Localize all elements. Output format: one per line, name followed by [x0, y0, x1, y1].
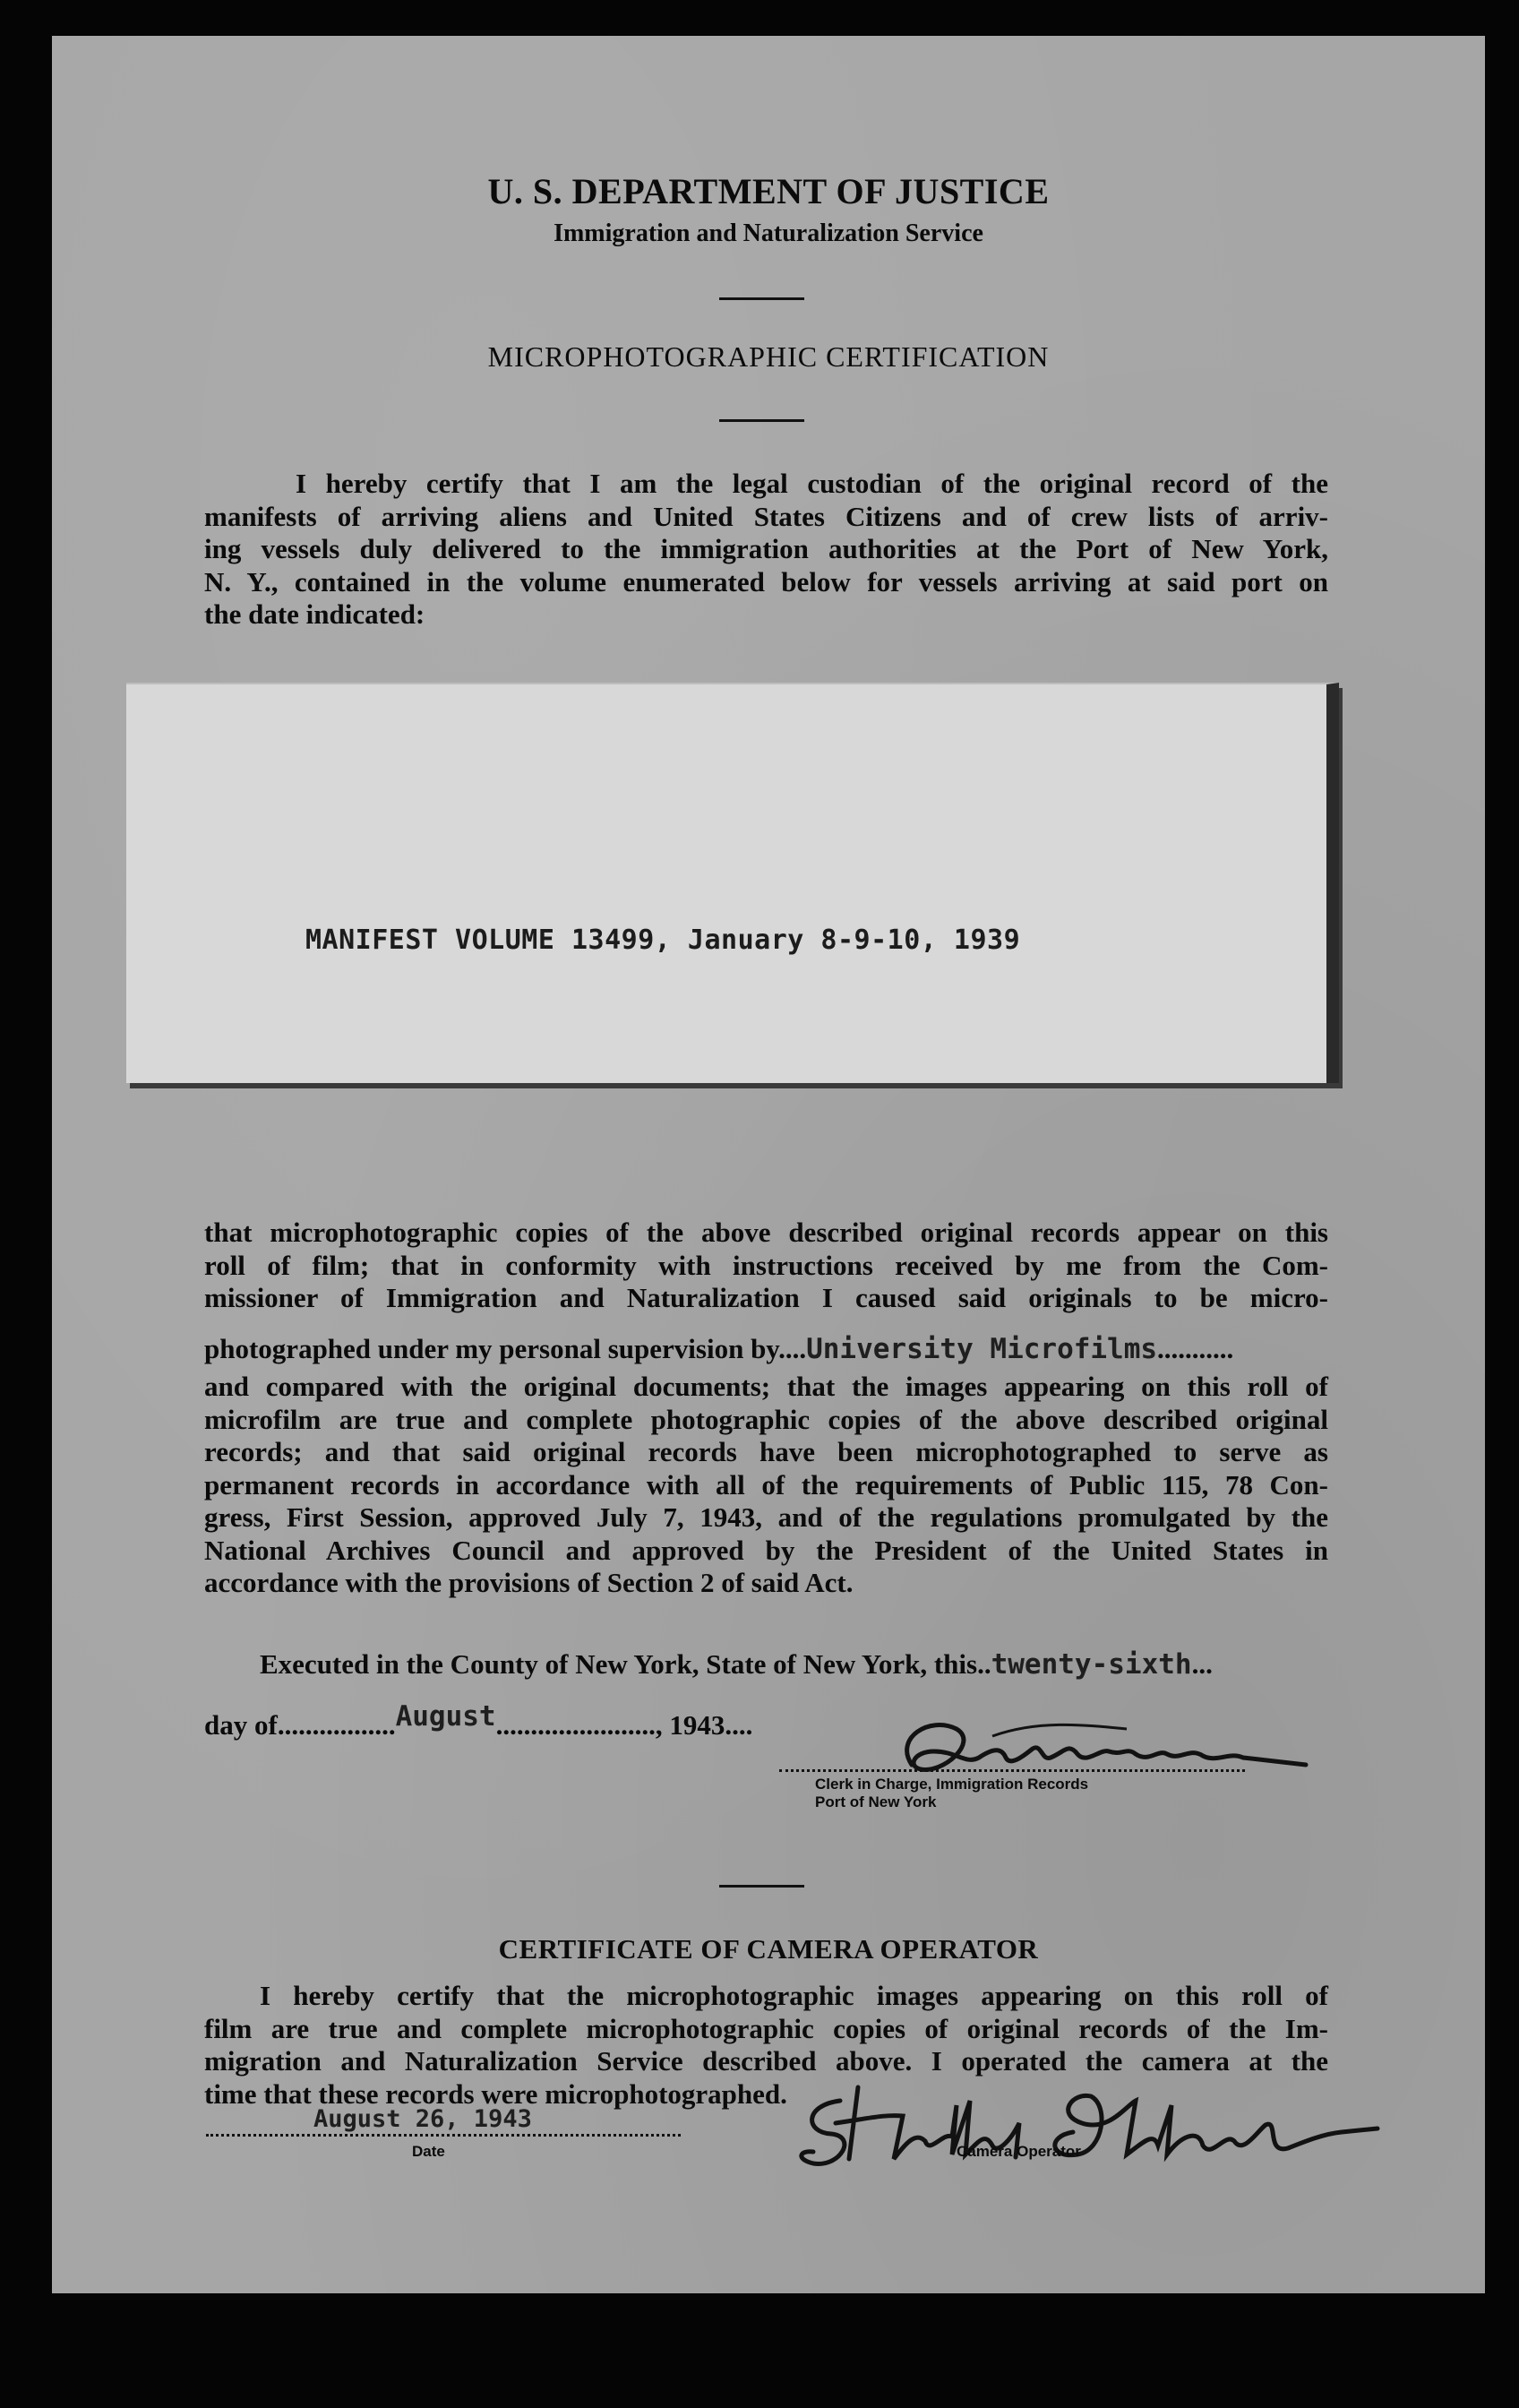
divider — [719, 1885, 804, 1888]
photographed-by-prefix: photographed under my personal supervision by.... — [204, 1333, 807, 1364]
day-of-line — [204, 1700, 753, 1742]
camera-certificate-heading: CERTIFICATE OF CAMERA OPERATOR — [498, 1933, 1039, 1965]
text-line: film are true and complete microphotographic copies of original records of the Im- — [204, 2012, 1328, 2044]
text-line: I hereby certify that the microphotographic images appearing on this roll of — [260, 1980, 1328, 2011]
body-paragraph — [204, 1217, 1328, 1315]
text-line: missioner of Immigration and Naturalization I caused said originals to be micro- — [204, 1282, 1328, 1313]
text-line: that microphotographic copies of the above described original records appear on this — [204, 1217, 1328, 1248]
certification-title: MICROPHOTOGRAPHIC CERTIFICATION — [487, 340, 1050, 373]
executed-line — [260, 1648, 1213, 1681]
manifest-volume-text: MANIFEST VOLUME 13499, January 8-9-10, 1939 — [305, 924, 1021, 956]
clerk-signature-line — [779, 1769, 1245, 1772]
executed-day-value: twenty-sixth — [991, 1648, 1192, 1681]
text-line: accordance with the provisions of Section 2 of said Act. — [204, 1567, 854, 1598]
text-line: gress, First Session, approved July 7, 1943, and of the regulations promulgated by the — [204, 1501, 1328, 1533]
text-line: permanent records in accordance with all of the requirements of Public 115, 78 Con- — [204, 1468, 1328, 1501]
text-line: manifests of arriving aliens and United States Citizens and of crew lists of arriv- — [204, 500, 1328, 532]
text-line: time that these records were microphotographed. — [204, 2077, 787, 2110]
text-line: the date indicated: — [204, 598, 425, 630]
executed-month-value: August — [395, 1700, 496, 1733]
dot-leader: ........... — [1157, 1333, 1234, 1364]
day-of-label: day of — [204, 1709, 278, 1741]
dot-leader: ....................... — [495, 1709, 656, 1741]
text-line: ing vessels duly delivered to the immigration authorities at the Port of New York, — [204, 533, 1328, 564]
text-line: roll of film; that in conformity with instructions received by me from the Com- — [204, 1249, 1328, 1281]
text-line: I hereby certify that I am the legal custodian of the original record of the — [296, 468, 1328, 499]
camera-date-value: August 26, 1943 — [313, 2105, 532, 2133]
clerk-title-line: Clerk in Charge, Immigration Records — [815, 1776, 1089, 1793]
text-line: records; and that said original records have been microphotographed to serve as — [204, 1436, 1328, 1467]
clerk-title-line: Port of New York — [815, 1793, 937, 1810]
text-line: microfilm are true and complete photographic copies of the above described original — [204, 1403, 1328, 1435]
manifest-slip — [126, 683, 1339, 1083]
text-line: N. Y., contained in the volume enumerated below for vessels arriving at said port on — [204, 565, 1328, 598]
dot-leader: ... — [1191, 1648, 1213, 1680]
camera-operator-signature — [751, 2069, 1395, 2186]
department-heading: U. S. DEPARTMENT OF JUSTICE — [487, 171, 1050, 211]
camera-operator-label: Camera Operator — [957, 2143, 1081, 2160]
text-line: migration and Naturalization Service described above. I operated the camera at the — [204, 2045, 1328, 2077]
text-line: and compared with the original documents; that the images appearing on this roll of — [204, 1371, 1328, 1402]
executed-prefix: Executed in the County of New York, State of New York, this.. — [260, 1648, 991, 1680]
date-label: Date — [412, 2143, 445, 2160]
body-paragraph-continued — [204, 1371, 1328, 1600]
divider — [719, 419, 804, 422]
clerk-title — [815, 1776, 1088, 1811]
date-line — [206, 2134, 681, 2137]
divider — [719, 297, 804, 300]
service-subheading: Immigration and Naturalization Service — [554, 219, 983, 247]
photographed-by-line — [204, 1333, 1233, 1365]
text-line: National Archives Council and approved by the President of the United States in — [204, 1534, 1328, 1566]
executed-year: , 1943.... — [655, 1709, 753, 1741]
intro-paragraph — [204, 468, 1328, 632]
certificate-sheet — [52, 36, 1485, 2293]
microfilm-company-value: University Microfilms — [806, 1333, 1158, 1365]
dot-leader: ................. — [277, 1709, 396, 1741]
